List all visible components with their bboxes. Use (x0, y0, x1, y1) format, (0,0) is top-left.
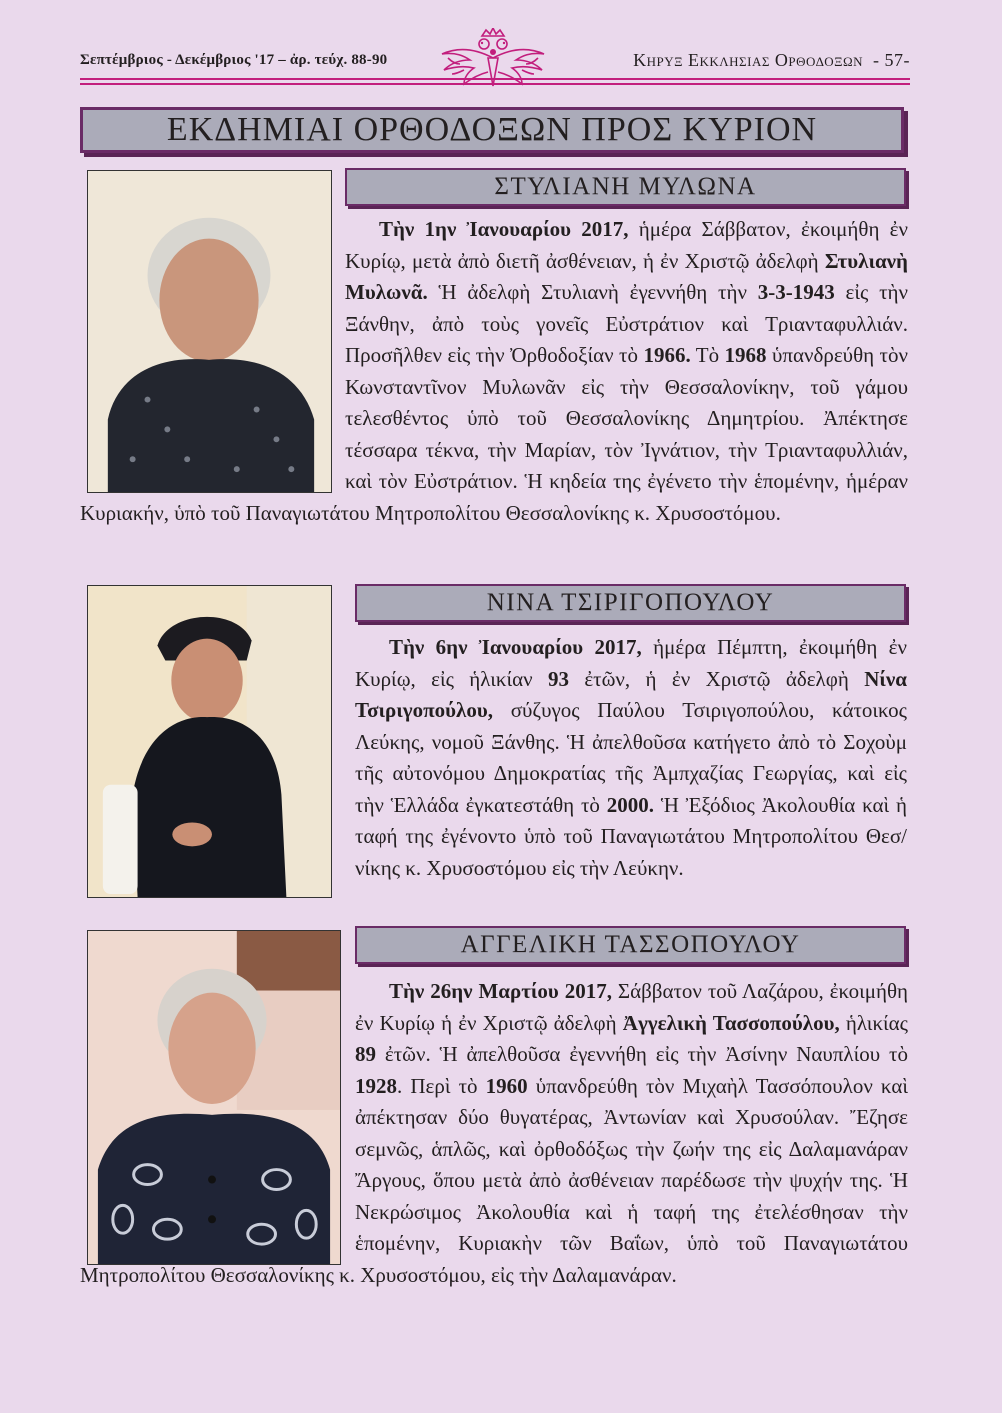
journal-name: Κηρυξ Εκκλησιας Ορθοδοξων (633, 50, 863, 70)
name-heading: ΣΤΥΛΙΑΝΗ ΜΥΛΩΝΑ (345, 168, 906, 206)
photo-wrap-spacer (80, 214, 345, 498)
portrait-photo (87, 585, 332, 898)
obituary-text: Τὴν 1ην Ἰανουαρίου 2017, ἡμέρα Σάββατον, ἐκοιμήθη ἐν Κυρίῳ, μετὰ ἀπὸ διετῆ ἀσθένειαν, ἡ ἐν Χριστῷ ἀδελφὴ Στυλιανὴ Μυλωνᾶ. Ἡ ἀδελφὴ Στυλιανὴ ἐγεννήθη τὴν 3-3-1943 εἰς τὴν Ξάνθην, ἀπὸ τοὺς γονεῖς Εὐστράτιον καὶ Τριανταφυλλιάν. Προσῆλθεν εἰς τὴν Ὀρθοδοξίαν τὸ 1966. Τὸ 1968 ὑπανδρεύθη τὸν Κωνσταντῖνον Μυλωνᾶν εἰς τὴν Θεσσαλονίκην, τοῦ γάμου τελεσθέντος ὑπὸ τοῦ Θεσσαλονίκης Δημητρίου. Ἀπέκτησε τέσσαρα τέκνα, τὴν Μαρίαν, τὸν Ἰγνάτιον, τὴν Τριανταφυλλιάν, καὶ τὸν Εὐστράτιον. Ἡ κηδεία της ἐγένετο τὴν ἑπομένην, ἡμέραν Κυριακήν, ὑπὸ τοῦ Παναγιωτάτου Μητροπολίτου Θεσσαλονίκης κ. Χρυσοστόμου. (80, 214, 908, 529)
header-rule (80, 83, 910, 85)
obituary-text: Τὴν 26ην Μαρτίου 2017, Σάββατον τοῦ Λαζάρου, ἐκοιμήθη ἐν Κυρίῳ ἡ ἐν Χριστῷ ἀδελφὴ Ἀγγελικὴ Τασσοπούλου, ἡλικίας 89 ἐτῶν. Ἡ ἀπελθοῦσα ἐγεννήθη εἰς τὴν Ἀσίνην Ναυπλίου τὸ 1928. Περὶ τὸ 1960 ὑπανδρεύθη τὸν Μιχαὴλ Τασσόπουλον καὶ ἀπέκτησαν δύο θυγατέρας, Ἀντωνίαν καὶ Χρυσούλαν. Ἔζησε σεμνῶς, ἁπλῶς, καὶ ὀρθοδόξως τὴν ζωήν της εἰς Δαλαμανάραν Ἄργους, ὅπου μετὰ ἀπὸ ἀσθένειαν παρέδωσε τὴν ψυχήν της. Ἡ Νεκρώσιμος Ἀκολουθία καὶ ἡ ταφή της ἐτελέσθησαν τὴν ἑπομένην, Κυριακὴν τῶν Βαΐων, ὑπὸ τοῦ Παναγιωτάτου Μητροπολίτου Θεσσαλονίκης κ. Χρυσοστόμου, εἰς τὴν Δαλαμανάραν. (80, 976, 908, 1291)
photo-wrap-spacer (80, 976, 355, 1260)
obituary-text: Τὴν 6ην Ἰανουαρίου 2017, ἡμέρα Πέμπτη, ἐκοιμήθη ἐν Κυρίῳ, εἰς ἡλικίαν 93 ἐτῶν, ἡ ἐν Χριστῷ ἀδελφὴ Νίνα Τσιριγοπούλου, σύζυγος Παύλου Τσιριγοπούλου, κάτοικος Λεύκης, νομοῦ Ξάνθης. Ἡ ἀπελθοῦσα κατήγετο ἀπὸ τὸ Σοχοὺμ τῆς αὐτονόμου Δημοκρατίας τῆς Ἀμπχαζίας Γεωργίας, καὶ εἰς τὴν Ἑλλάδα ἐγκατεστάθη τὸ 2000. Ἡ Ἐξόδιος Ἀκολουθία καὶ ἡ ταφή της ἐγένοντο ὑπὸ τοῦ Παναγιωτάτου Μητροπολίτου Θεσ/νίκης κ. Χρυσοστόμου εἰς τὴν Λεύκην. (355, 635, 908, 880)
double-headed-eagle-icon (438, 28, 548, 90)
page-header (80, 40, 910, 92)
name-heading: ΑΓΓΕΛΙΚΗ ΤΑΣΣΟΠΟΥΛΟΥ (355, 926, 906, 964)
page-number: - 57- (873, 50, 910, 70)
header-rule (80, 78, 910, 80)
issue-info: Σεπτέμβριος - Δεκέμβριος '17 – ἀρ. τεύχ. 88-90 (80, 52, 388, 68)
portrait-image (88, 586, 331, 897)
journal-title (633, 50, 910, 71)
name-heading: ΝΙΝΑ ΤΣΙΡΙΓΟΠΟΥΛΟΥ (355, 584, 906, 622)
page-title: ΕΚΔΗΜΙΑΙ ΟΡΘΟΔΟΞΩΝ ΠΡΟΣ ΚΥΡΙΟΝ (80, 107, 904, 153)
